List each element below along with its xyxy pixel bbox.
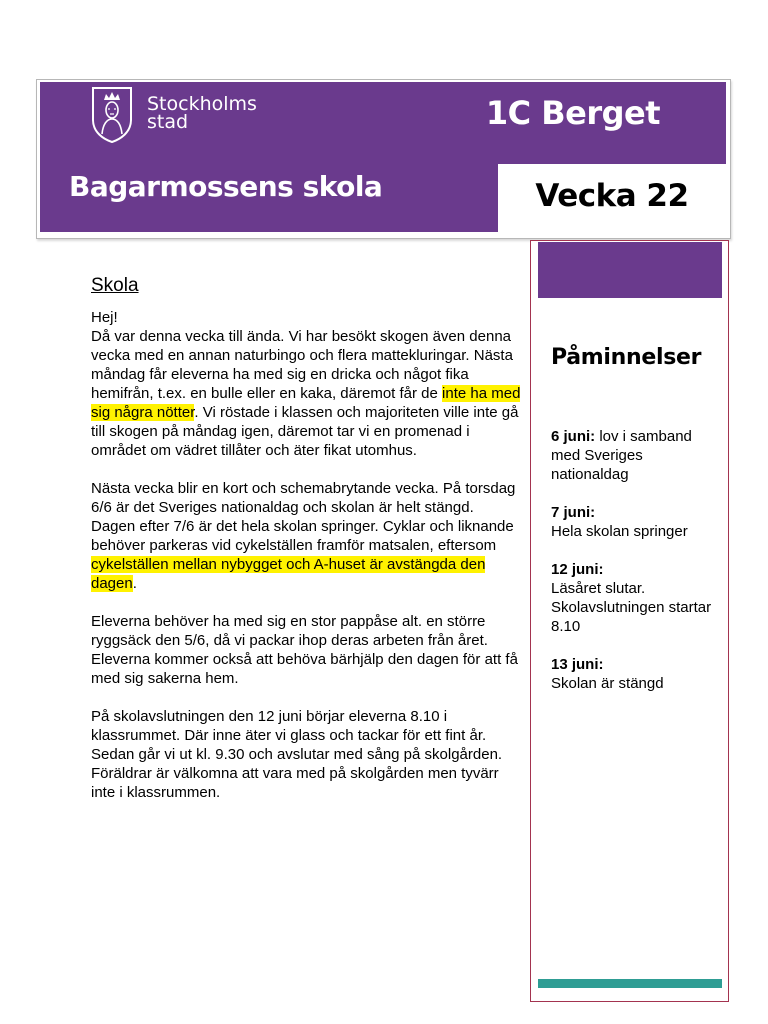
reminder-text: Hela skolan springer <box>551 523 688 540</box>
sidebar-title: Påminnelser <box>551 345 702 370</box>
city-name-suffix: stad <box>147 111 189 133</box>
reminders-sidebar <box>530 240 729 1002</box>
city-name: Stockholms <box>147 93 257 115</box>
reminder-item <box>551 655 721 693</box>
reminder-text: Skolan är stängd <box>551 675 664 692</box>
paragraph-text: . <box>132 575 137 592</box>
paragraph-text: Då var denna vecka till ända. Vi har besökt skogen även denna vecka med en annan naturbingo och flera mattekluringar. Nästa måndag får eleverna ha med sig en dricka och något fika hemifrån, t.ex. en bulle eller en kaka, däremot får de <box>91 328 513 402</box>
reminder-list <box>551 427 721 712</box>
city-logo <box>91 86 281 148</box>
school-name: Bagarmossens skola <box>69 170 383 203</box>
week-box <box>498 164 726 232</box>
sidebar-footer-bar <box>538 979 722 988</box>
reminder-text: lov i samband med Sveriges nationaldag <box>551 428 692 483</box>
reminder-date: 13 juni: <box>551 656 604 673</box>
highlighted-text: cykelställen mellan nybygget och A-huset är avstängda den dagen <box>91 556 486 592</box>
header-banner <box>40 82 726 232</box>
section-title: Skola <box>91 275 139 296</box>
reminder-date: 7 juni: <box>551 504 596 521</box>
reminder-item <box>551 427 721 484</box>
class-title: 1C Berget <box>485 94 660 132</box>
sidebar-header-bar <box>538 242 722 298</box>
paragraph-2 <box>91 479 521 593</box>
paragraph-text: Nästa vecka blir en kort och schemabrytande vecka. På torsdag 6/6 är det Sveriges nationaldag och skolan är helt stängd. Dagen efter 7/6 är det hela skolan springer. Cyklar och liknande behöver parkeras vid cykelställen framför matsalen, eftersom <box>91 480 516 554</box>
week-label: Vecka 22 <box>535 178 689 214</box>
paragraph-1 <box>91 327 521 460</box>
greeting: Hej! <box>91 309 118 326</box>
reminder-date: 12 juni: <box>551 561 604 578</box>
highlighted-text: inte ha med sig några nötter <box>91 385 521 421</box>
reminder-item <box>551 503 721 541</box>
main-content <box>91 274 521 821</box>
stockholm-crest-icon <box>91 86 133 144</box>
reminder-date: 6 juni: <box>551 428 596 445</box>
reminder-item <box>551 560 721 636</box>
paragraph-3: Eleverna behöver ha med sig en stor pappåse alt. en större ryggsäck den 5/6, då vi packar ihop deras arbeten från året. Eleverna kommer också att behöva bärhjälp den dagen för att få med sig sakerna hem. <box>91 613 518 687</box>
paragraph-4: På skolavslutningen den 12 juni börjar eleverna 8.10 i klassrummet. Där inne äter vi glass och tackar för ett fint år. Sedan går vi ut kl. 9.30 och avslutar med sång på skolgården. Föräldrar är välkomna att vara med på skolgården men tyvärr inte i klassrummen. <box>91 708 503 801</box>
paragraph-text: . Vi röstade i klassen och majoriteten ville inte gå till skogen på måndag igen, däremot tar vi en promenad i området om vädret tillåter och äter fikat utomhus. <box>91 404 519 459</box>
reminder-text: Läsåret slutar. Skolavslutningen startar 8.10 <box>551 580 712 635</box>
